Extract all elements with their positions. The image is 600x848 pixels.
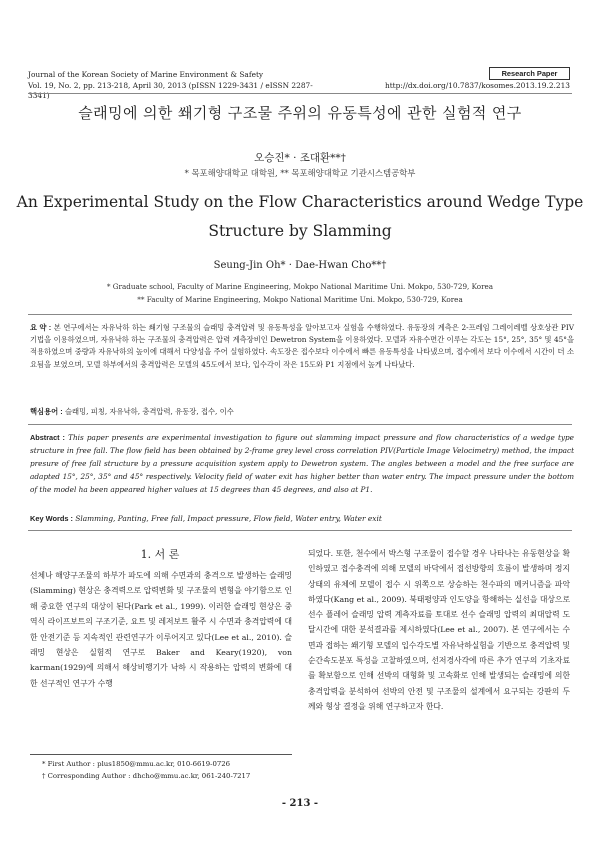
keywords-english-label: Key Words : xyxy=(30,514,73,523)
keywords-korean-label: 핵심용어 : xyxy=(30,407,63,416)
journal-volume: Vol. 19, No. 2, pp. 213-218, April 30, 2013 (pISSN 1229-3431 / eISSN 2287-3341) xyxy=(28,80,313,100)
affiliation-english xyxy=(0,280,600,306)
abstract-korean-text: 본 연구에서는 자유낙하 하는 쐐기형 구조물의 슬래밍 충격압력 및 유동특성을 알아보고자 실험을 수행하였다. 유동장의 계측은 2-프레임 그레이레벨 상호상관 PIV 기법을 이용하였으며, 자유낙하 하는 구조물의 충격압력은 압력 계측장비인 Dewetron System을 이용하였다. 모델과 자유수면간 이루는 각도는 15°, 25°, 35° 및 45°을 적용하였으며 중량과 자유낙하의 높이에 대해서 다양성을 주어 실험하였다. 속도장은 접수보다 이수에서 빠른 유동특성을 나타냈으며, 접수에서 보다 이수에서 시간이 더 소요됨을 보였으며, 모델 하부에서의 충격압력은 모델의 45도에서 보다, 입수각이 작은 15도와 P1 지점에서 높게 나타났다. xyxy=(30,323,574,369)
keywords-korean xyxy=(30,407,574,417)
affiliation-english-2: ** Faculty of Marine Engineering, Mokpo National Maritime Uni. Mokpo, 530-729, Korea xyxy=(137,295,463,304)
abstract-mid-divider xyxy=(28,424,572,425)
abstract-english-label: Abstract : xyxy=(30,433,65,442)
abstract-korean-label: 요 약 : xyxy=(30,323,52,332)
footnote-corresponding-author: † Corresponding Author : dhcho@mmu.ac.kr, 061-240-7217 xyxy=(42,771,251,780)
abstract-top-divider xyxy=(28,314,572,315)
abstract-english xyxy=(30,432,574,497)
doi-link[interactable]: http://dx.doi.org/10.7837/kosomes.2013.19.2.213 xyxy=(384,81,570,90)
abstract-english-text: This paper presents are experimental investigation to figure out slamming impact pressure and flow characteristics of a wedge type structure in free fall. The flow field has been obtained by 2-frame grey level cross correlation PIV(Particle Image Velocimetry) method, the impact presure of free fall structure by a pressure acquisition system apply to Dewetron system. The angles between a model and the free surface are adapted 15°, 25°, 35° and 45° respectively. Velocity field of water exit has higher better than water entry. The impact pressure under the bottom of the model ha been appeared higher values at 15 degrees than 45 degrees, and also at P1. xyxy=(30,433,574,494)
page-number: - 213 - xyxy=(281,798,319,809)
affiliation-korean: * 목포해양대학교 대학원, ** 목포해양대학교 기관시스템공학부 xyxy=(184,168,416,178)
keywords-korean-text: 슬래밍, 피칭, 자유낙하, 충격압력, 유동장, 접수, 이수 xyxy=(64,407,234,416)
title-english xyxy=(0,188,600,246)
title-english-line2: Structure by Slamming xyxy=(208,222,392,240)
footnote-first-author: * First Author : plus1850@mmu.ac.kr, 010-6619-0726 xyxy=(42,760,231,768)
journal-info xyxy=(28,70,328,102)
header-divider xyxy=(28,93,572,94)
authors-korean: 오승진* · 조대환**† xyxy=(254,152,346,164)
title-korean: 슬래밍에 의한 쐐기형 구조물 주위의 유동특성에 관한 실험적 연구 xyxy=(78,104,522,122)
keywords-english xyxy=(30,514,574,523)
intro-right-column: 되었다. 또한, 천수에서 박스형 구조물이 접수할 경우 나타나는 유동현상을 확인하였고 접수충격에 의해 모델의 바닥에서 접선방향의 흐름이 발생하며 정지상태의 유체에 모델이 접수 시 위쪽으로 상승하는 천수파의 메커니즘을 파악하였다(Kang et al., 2009). 북태평양과 인도양을 항해하는 실선을 대상으로 선수 플레어 슬래밍 압력 계측자료를 토대로 선수 슬래밍 압력의 최대압력 도달시간에 대한 분석결과를 제시하였다(Lee et al., 2007). 본 연구에서는 수면과 접하는 쐐기형 모델의 입수각도별 자유낙하실험을 기반으로 충격압력 및 순간속도분포 특성을 고찰하였으며, 선저경사각에 따른 추가 연구의 기초자료를 확보함으로 인해 선박의 대형화 및 고속화로 인해 발생되는 슬래밍에 의한 충격압력을 분석하여 선박의 안전 및 구조물의 설계에서 요구되는 강판의 두께와 형상 결정을 위해 연구하고자 한다. xyxy=(308,549,570,711)
footnotes xyxy=(42,759,282,782)
affiliation-english-1: * Graduate school, Faculty of Marine Engineering, Mokpo National Maritime Uni. Mokpo, 530-729, Korea xyxy=(106,282,494,291)
footnote-divider xyxy=(30,754,292,755)
authors-english: Seung-Jin Oh* · Dae-Hwan Cho**† xyxy=(213,260,387,271)
paper-type-badge: Research Paper xyxy=(489,67,570,80)
intro-left-column: 선체나 해양구조물의 하부가 파도에 의해 수면과의 충격으로 발생하는 슬래밍(Slamming) 현상은 충격력으로 압력변화 및 구조물의 변형을 야기함으로 인해 중요한 연구의 대상이 된다(Park et al., 1999). 이러한 슬래밍 현상은 중역식 라이프보트의 구조기준, 요트 및 레저보트 활주 시 수면과 충격압력에 대한 안전기준 등 지속적인 관련연구가 이루어지고 있다(Lee et al., 2010). 슬래밍 현상은 실험적 연구로 Baker and Keary(1920), von karman(1929)에 의해서 해상비행기가 낙하 시 작용하는 압력의 변화에 대한 선구적인 연구가 수행 xyxy=(30,571,292,688)
abstract-bottom-divider xyxy=(28,530,572,531)
keywords-english-text: Slamming, Panting, Free fall, Impact pressure, Flow field, Water entry, Water exit xyxy=(75,514,382,523)
abstract-korean xyxy=(30,322,574,371)
section-heading-introduction: 1. 서 론 xyxy=(140,548,180,561)
journal-name: Journal of the Korean Society of Marine Environment & Safety xyxy=(28,70,264,79)
title-english-line1: An Experimental Study on the Flow Characteristics around Wedge Type xyxy=(16,193,584,211)
